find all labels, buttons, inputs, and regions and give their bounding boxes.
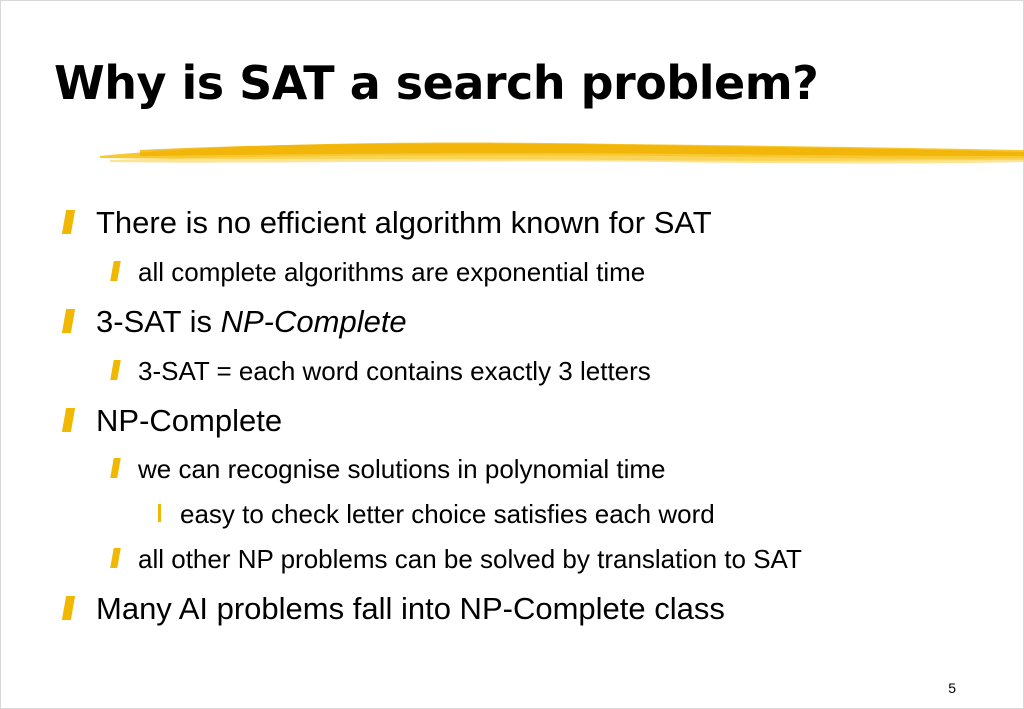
bullet-marker-icon	[158, 504, 161, 522]
bullet-item	[138, 456, 666, 482]
bullet-text: 3-SAT = each word contains exactly 3 letters	[138, 356, 651, 386]
bullet-item	[96, 207, 712, 238]
bullet-text: There is no efficient algorithm known for SAT	[96, 205, 712, 240]
bullet-text: we can recognise solutions in polynomial time	[138, 454, 666, 484]
bullet-item	[96, 306, 407, 337]
bullet-text-emphasis: NP-Complete	[220, 304, 407, 339]
bullet-item	[96, 593, 725, 624]
bullet-text: 3-SAT is	[96, 304, 221, 339]
bullet-item	[138, 358, 651, 384]
page-number: 5	[948, 680, 956, 696]
bullet-item	[180, 501, 715, 527]
bullet-text: all complete algorithms are exponential time	[138, 257, 646, 287]
bullet-text: easy to check letter choice satisfies each word	[180, 499, 715, 529]
title-highlight-stroke	[100, 136, 1024, 168]
bullet-item	[138, 259, 645, 285]
bullet-item	[138, 546, 802, 572]
slide-title: Why is SAT a search problem?	[54, 56, 819, 110]
bullet-item	[96, 405, 282, 436]
bullet-text: Many AI problems fall into NP-Complete class	[96, 591, 725, 626]
bullet-text: all other NP problems can be solved by translation to SAT	[138, 544, 802, 574]
bullet-text: NP-Complete	[96, 403, 283, 438]
